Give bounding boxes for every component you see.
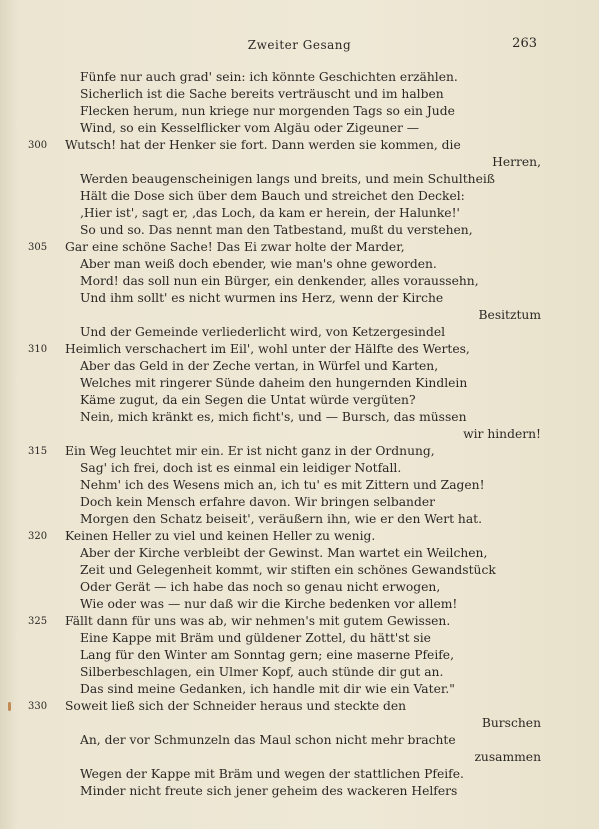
- verse-line: Nein, mich kränkt es, mich ficht's, und — Bursch, das müssen: [80, 410, 467, 424]
- verse-line: Zeit und Gelegenheit kommt, wir stiften ein schönes Gewandstück: [80, 563, 496, 577]
- verse-line: Nehm' ich des Wesens mich an, ich tu' es mit Zittern und Zagen!: [80, 478, 485, 492]
- verse-line: Und ihm sollt' es nicht wurmen ins Herz, wenn der Kirche: [80, 291, 444, 305]
- verse-line-carryover: Besitztum: [478, 308, 541, 322]
- verse-line: Oder Gerät — ich habe das noch so genau nicht erwogen,: [80, 580, 441, 594]
- verse-line: Welches mit ringerer Sünde daheim den hungernden Kindlein: [80, 376, 468, 390]
- line-number: 310: [28, 344, 48, 355]
- verse-line: Morgen den Schatz beiseit', veräußern ihn, wie er den Wert hat.: [80, 512, 483, 526]
- page-header: [0, 34, 599, 54]
- line-number: 300: [28, 140, 48, 151]
- verse-line: Doch kein Mensch erfahre davon. Wir bringen selbander: [80, 495, 435, 509]
- verse-line: Werden beaugenscheinigen langs und breits, und mein Schultheiß: [80, 172, 496, 186]
- line-number: 305: [28, 242, 48, 253]
- verse-line: Wegen der Kappe mit Bräm und wegen der stattlichen Pfeife.: [80, 767, 464, 781]
- verse-line: Sag' ich frei, doch ist es einmal ein leidiger Notfall.: [80, 461, 402, 475]
- verse-line: Ein Weg leuchtet mir ein. Er ist nicht ganz in der Ordnung,: [65, 444, 435, 458]
- verse-line: An, der vor Schmunzeln das Maul schon nicht mehr brachte: [80, 733, 456, 747]
- verse-line: Keinen Heller zu viel und keinen Heller zu wenig.: [65, 529, 376, 543]
- verse-line: Sicherlich ist die Sache bereits verträuscht und im halben: [80, 87, 444, 101]
- paper-stain: [8, 702, 11, 711]
- verse-line: Wind, so ein Kesselflicker vom Algäu oder Zigeuner —: [80, 121, 420, 135]
- verse-line: Heimlich verschachert im Eil', wohl unter der Hälfte des Wertes,: [65, 342, 470, 356]
- verse-line-carryover: Herren,: [492, 155, 541, 169]
- verse-line: Gar eine schöne Sache! Das Ei zwar holte der Marder,: [65, 240, 405, 254]
- verse-line: ‚Hier ist', sagt er, ‚das Loch, da kam er herein, der Halunke!': [80, 206, 460, 220]
- verse-line-carryover: zusammen: [474, 750, 541, 764]
- verse-line: Und der Gemeinde verliederlicht wird, von Ketzergesindel: [80, 325, 446, 339]
- verse-line: Wutsch! hat der Henker sie fort. Dann werden sie kommen, die: [65, 138, 461, 152]
- verse-line: Das sind meine Gedanken, ich handle mit dir wie ein Vater.": [80, 682, 455, 696]
- line-number: 330: [28, 701, 48, 712]
- verse-line: Flecken herum, nun kriege nur morgenden Tags so ein Jude: [80, 104, 455, 118]
- verse-line: Fällt dann für uns was ab, wir nehmen's mit gutem Gewissen.: [65, 614, 451, 628]
- verse-line: Aber man weiß doch ebender, wie man's ohne geworden.: [80, 257, 437, 271]
- verse-line: Minder nicht freute sich jener geheim des wackeren Helfers: [80, 784, 458, 798]
- verse-line: Silberbeschlagen, ein Ulmer Kopf, auch stünde dir gut an.: [80, 665, 444, 679]
- verse-line: Hält die Dose sich über dem Bauch und streichet den Deckel:: [80, 189, 465, 203]
- running-title: Zweiter Gesang: [247, 38, 352, 52]
- line-number: 315: [28, 446, 48, 457]
- verse-line: Eine Kappe mit Bräm und güldener Zottel, du hätt'st sie: [80, 631, 431, 645]
- page-number: 263: [512, 36, 537, 51]
- verse-line: Wie oder was — nur daß wir die Kirche bedenken vor allem!: [80, 597, 458, 611]
- verse-line-carryover: wir hindern!: [463, 427, 541, 441]
- verse-line: Lang für den Winter am Sonntag gern; eine maserne Pfeife,: [80, 648, 454, 662]
- line-number: 325: [28, 616, 48, 627]
- verse-line: Mord! das soll nun ein Bürger, ein denkender, alles voraussehn,: [80, 274, 479, 288]
- verse-line-carryover: Burschen: [481, 716, 541, 730]
- line-number: 320: [28, 531, 48, 542]
- verse-line: Aber der Kirche verbleibt der Gewinst. Man wartet ein Weilchen,: [80, 546, 488, 560]
- verse-line: Aber das Geld in der Zeche vertan, in Würfel und Karten,: [80, 359, 439, 373]
- verse-line: Fünfe nur auch grad' sein: ich könnte Geschichten erzählen.: [80, 70, 458, 84]
- verse-line: Käme zugut, da ein Segen die Untat würde vergüten?: [80, 393, 416, 407]
- verse-line: So und so. Das nennt man den Tatbestand, mußt du verstehen,: [80, 223, 473, 237]
- verse-line: Soweit ließ sich der Schneider heraus und steckte den: [65, 699, 407, 713]
